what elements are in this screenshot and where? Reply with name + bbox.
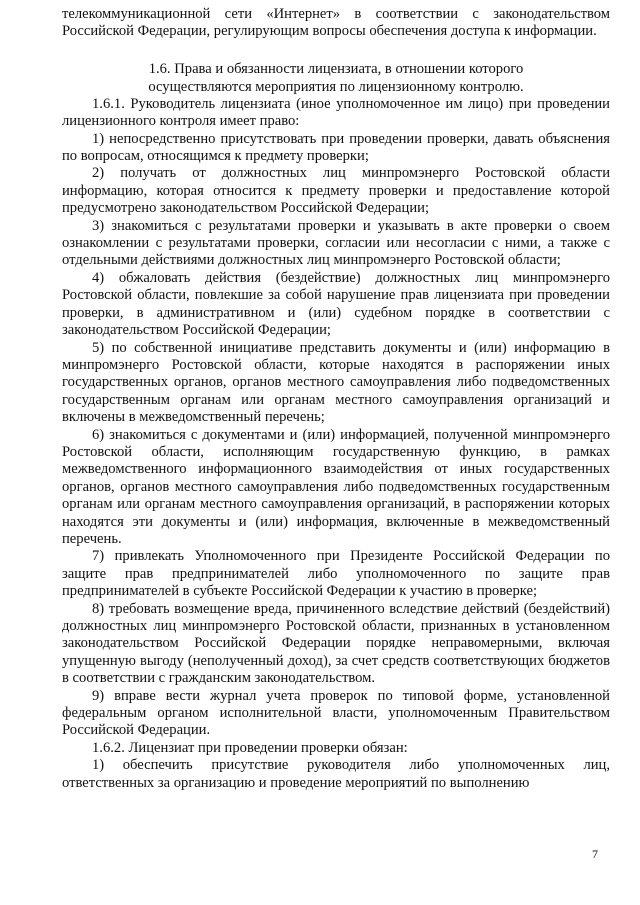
document-page [62, 6, 610, 792]
right-item-8: 8) требовать возмещение вреда, причиненного вследствие действий (бездействий) должностных лиц минпромэнерго Ростовской области, признанных в установленном законодательством Российской Федерации порядке неправомерными, включая упущенную выгоду (неполученный доход), за счет средств соответствующих бюджетов в соответствии с гражданским законодательством. [62, 600, 610, 687]
section-heading-line-2: осуществляются мероприятия по лицензионному контролю. [148, 78, 524, 95]
right-item-4: 4) обжаловать действия (бездействие) должностных лиц минпромэнерго Ростовской области, повлекшие за собой нарушение прав лицензиата при проведении проверки, в административном и (или) судебном порядке в соответствии с законодательством Российской Федерации; [62, 269, 610, 339]
clause-1-6-2: 1.6.2. Лицензиат при проведении проверки обязан: [92, 739, 408, 756]
right-item-6: 6) знакомиться с документами и (или) информацией, полученной минпромэнерго Ростовской области, исполняющим государственную функцию, в рамках межведомственного информационного взаимодействия от иных государственных органов, органов местного самоуправления либо подведомственных государственным органам или органам местного самоуправления организаций, в распоряжении которых находятся эти документы и (или) информация, включенные в межведомственный перечень. [62, 426, 610, 547]
right-item-2: 2) получать от должностных лиц минпромэнерго Ростовской области информацию, которая относится к предмету проверки и предоставление которой предусмотрено законодательством Российской Федерации; [62, 165, 610, 217]
right-item-5: 5) по собственной инициативе представить документы и (или) информацию в минпромэнерго Ростовской области, которые находятся в распоряжении иных государственных органов, органов местного самоуправления либо подведомственных государственным органам или органам местного самоуправления организаций и включены в межведомственный перечень; [62, 339, 610, 426]
section-heading [62, 60, 610, 96]
page-number: 7 [592, 847, 598, 861]
duty-item-1: 1) обеспечить присутствие руководителя либо уполномоченных лиц, ответственных за организацию и проведение мероприятий по выполнению [62, 757, 610, 791]
right-item-3: 3) знакомиться с результатами проверки и указывать в акте проверки о своем ознакомлении с результатами проверки, согласии или несогласии с ними, а также с отдельными действиями должностных лиц минпромэнерго Ростовской области; [62, 217, 610, 269]
right-item-7: 7) привлекать Уполномоченного при Президенте Российской Федерации по защите прав предпринимателей либо уполномоченного по защите прав предпринимателей в субъекте Российской Федерации к участию в проверке; [62, 548, 610, 600]
intro-paragraph: телекоммуникационной сети «Интернет» в соответствии с законодательством Российской Федерации, регулирующим вопросы обеспечения доступа к информации. [62, 6, 610, 40]
clause-1-6-1: 1.6.1. Руководитель лицензиата (иное уполномоченное им лицо) при проведении лицензионного контроля имеет право: [62, 95, 610, 130]
section-heading-line-1: 1.6. Права и обязанности лицензиата, в отношении которого [148, 60, 524, 77]
right-item-9: 9) вправе вести журнал учета проверок по типовой форме, установленной федеральным органом исполнительной власти, уполномоченным Правительством Российской Федерации. [62, 687, 610, 739]
right-item-1: 1) непосредственно присутствовать при проведении проверки, давать объяснения по вопросам, относящимся к предмету проверки; [62, 130, 610, 165]
